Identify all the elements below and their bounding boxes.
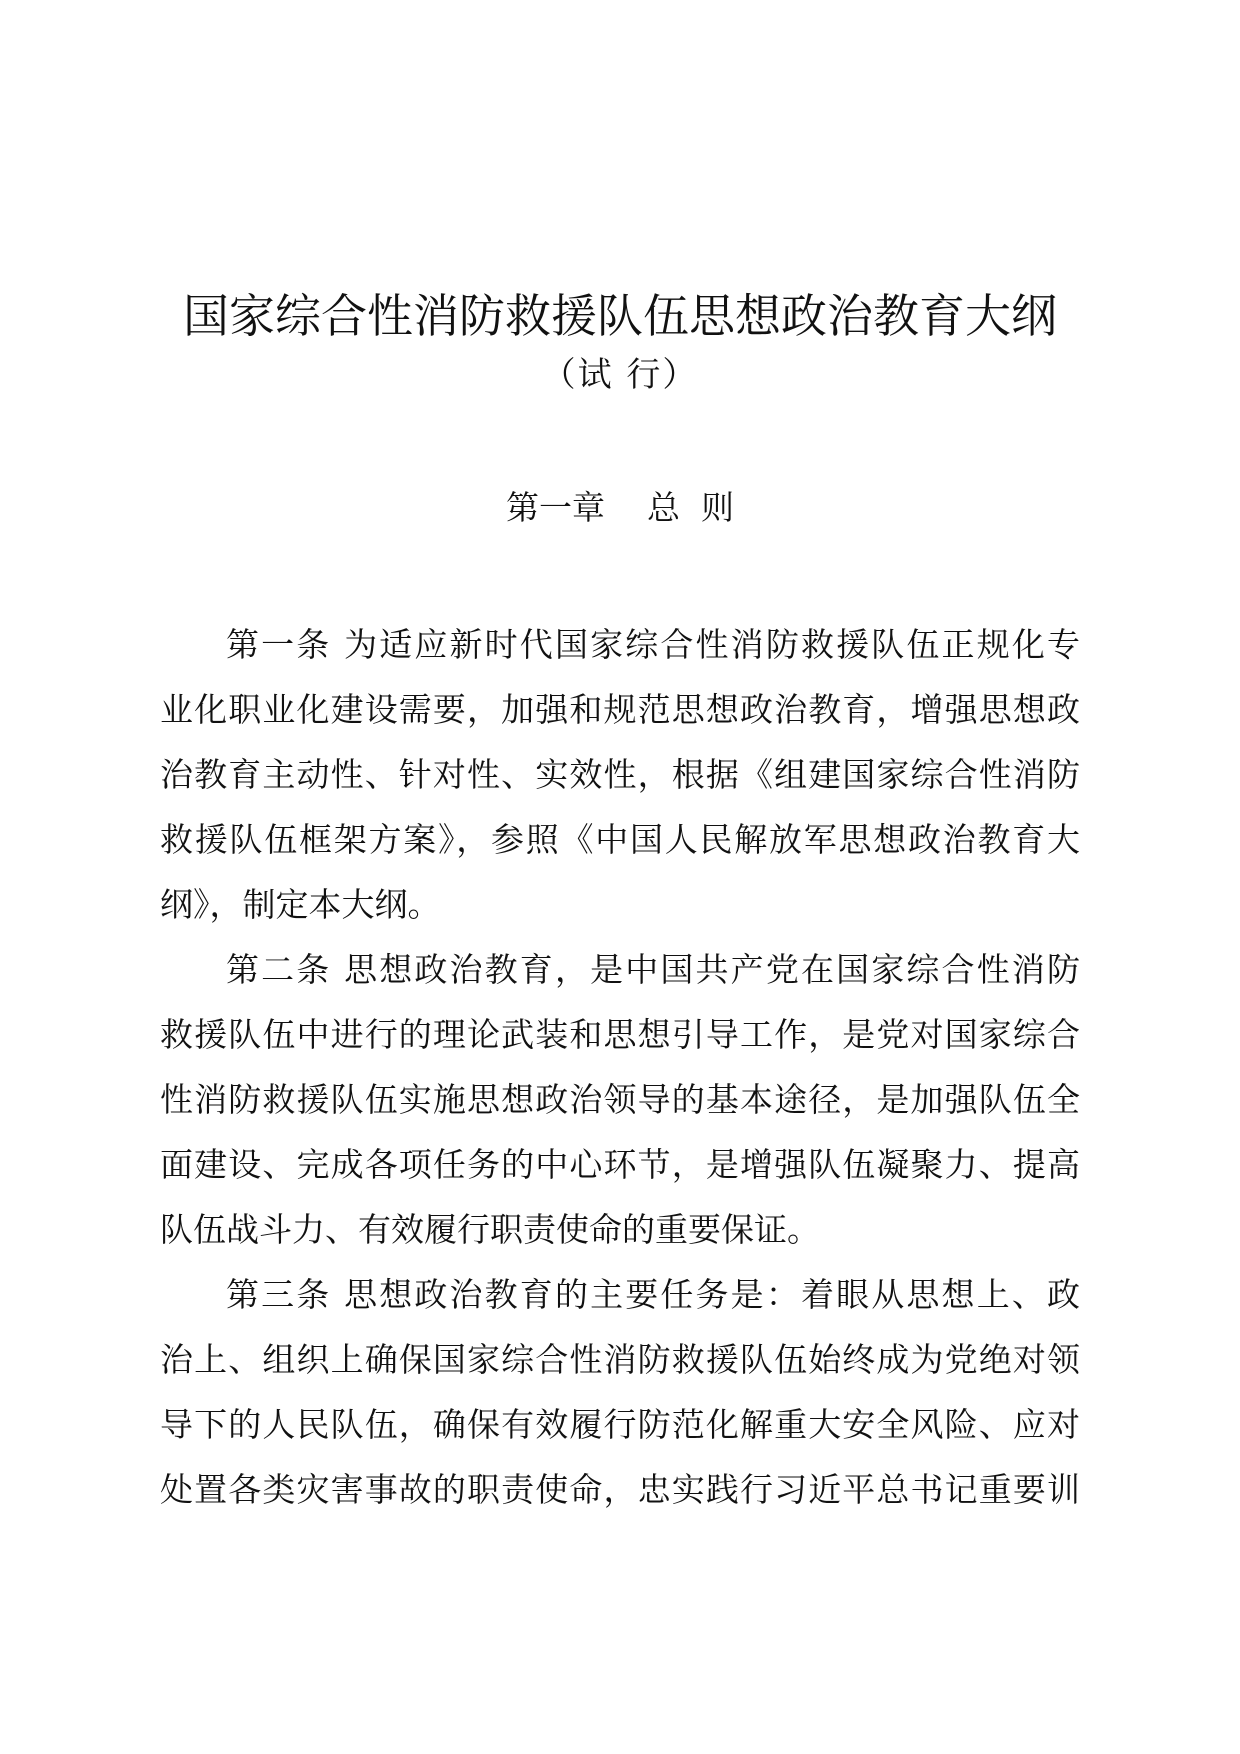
document-body — [160, 612, 1080, 1522]
paragraph-line: 治教育主动性、针对性、实效性，根据《组建国家综合性消防 — [160, 755, 1080, 794]
paragraph-line: 第一条 为适应新时代国家综合性消防救援队伍正规化专 — [226, 625, 1080, 664]
paragraph-line: 纲》，制定本大纲。 — [160, 885, 441, 924]
paragraph-line: 面建设、完成各项任务的中心环节，是增强队伍凝聚力、提高 — [160, 1145, 1080, 1184]
paragraph-line: 导下的人民队伍，确保有效履行防范化解重大安全风险、应对 — [160, 1405, 1080, 1444]
paragraph-line: 处置各类灾害事故的职责使命，忠实践行习近平总书记重要训 — [160, 1470, 1080, 1509]
paragraph-line: 治上、组织上确保国家综合性消防救援队伍始终成为党绝对领 — [160, 1340, 1080, 1379]
paragraph-line: 业化职业化建设需要，加强和规范思想政治教育，增强思想政 — [160, 690, 1080, 729]
document-title: 国家综合性消防救援队伍思想政治教育大纲 — [183, 289, 1057, 343]
paragraph-line: 队伍战斗力、有效履行职责使命的重要保证。 — [160, 1210, 820, 1249]
paragraph-line: 性消防救援队伍实施思想政治领导的基本途径，是加强队伍全 — [160, 1080, 1080, 1119]
paragraph-line: 救援队伍中进行的理论武装和思想引导工作，是党对国家综合 — [160, 1015, 1080, 1054]
paragraph-line: 第三条 思想政治教育的主要任务是：着眼从思想上、政 — [226, 1275, 1080, 1314]
chapter-heading: 第一章 总 则 — [506, 488, 734, 527]
paragraph-line: 第二条 思想政治教育，是中国共产党在国家综合性消防 — [226, 950, 1080, 989]
paragraph-line: 救援队伍框架方案》，参照《中国人民解放军思想政治教育大 — [160, 820, 1080, 859]
document-subtitle: （试 行） — [541, 355, 699, 395]
